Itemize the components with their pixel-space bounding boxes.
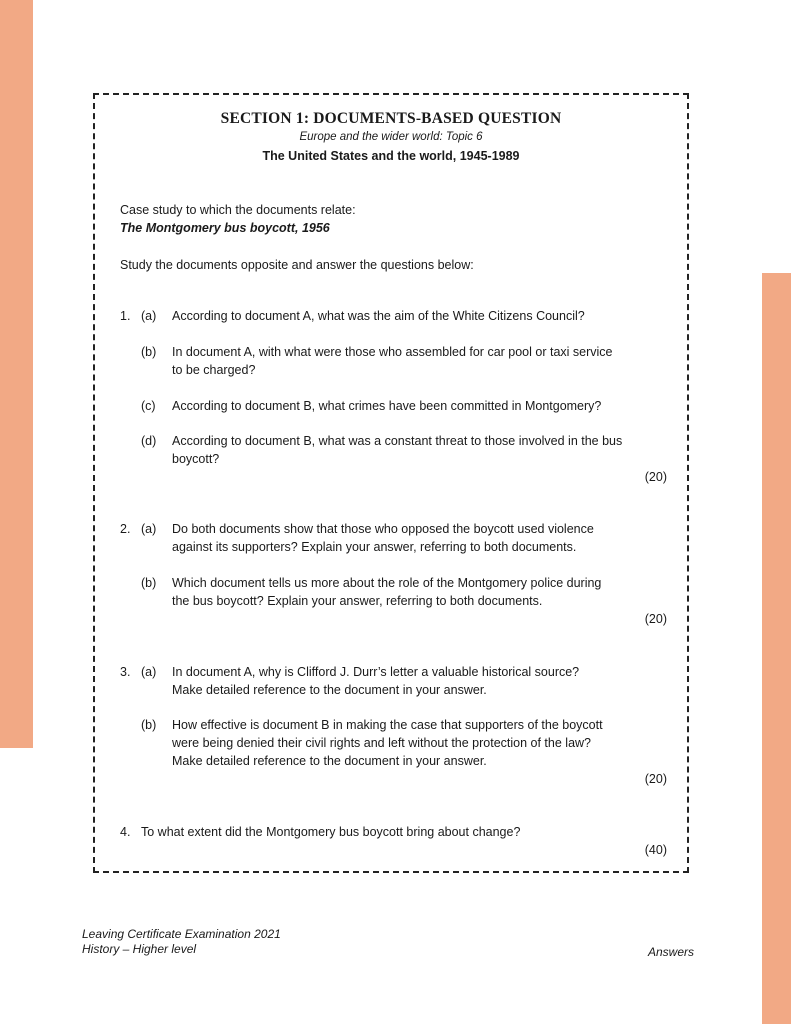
question-2a-text: Do both documents show that those who opposed the boycott used violence against its supporters? Explain your answer, referring to both documents.	[172, 522, 594, 554]
left-accent-band	[0, 0, 33, 748]
section-topic: Europe and the wider world: Topic 6	[299, 131, 483, 143]
question-1-number: 1.	[120, 309, 131, 323]
instructions: Study the documents opposite and answer the questions below:	[120, 258, 474, 272]
question-1c-text: According to document B, what crimes have been committed in Montgomery?	[172, 399, 602, 413]
section-subtitle: The United States and the world, 1945-1989	[262, 149, 520, 163]
question-3b-label: (b)	[141, 718, 157, 732]
question-3a-text: In document A, why is Clifford J. Durr’s letter a valuable historical source? Make detailed reference to the document in your answer.	[172, 665, 580, 697]
question-3-marks: (20)	[644, 772, 667, 786]
section-title: SECTION 1: DOCUMENTS-BASED QUESTION	[220, 110, 562, 127]
question-4-number: 4.	[120, 825, 131, 839]
question-1c-label: (c)	[141, 399, 156, 413]
documents-question-box	[93, 93, 689, 873]
question-1a-text: According to document A, what was the aim of the White Citizens Council?	[172, 309, 585, 323]
question-3b-text: How effective is document B in making the case that supporters of the boycott were being denied their civil rights and left without the protection of the law? Make detailed reference to the document in your answer.	[172, 718, 603, 768]
question-2a-label: (a)	[141, 522, 157, 536]
question-2-number: 2.	[120, 522, 131, 536]
question-1d-text: According to document B, what was a constant threat to those involved in the bus boycott?	[172, 434, 623, 466]
question-1b-label: (b)	[141, 345, 157, 359]
case-study-title: The Montgomery bus boycott, 1956	[120, 221, 330, 235]
case-study-intro: Case study to which the documents relate:	[120, 203, 356, 217]
question-2-marks: (20)	[644, 612, 667, 626]
footer-exam: Leaving Certificate Examination 2021	[82, 927, 281, 941]
question-3a-label: (a)	[141, 665, 157, 679]
question-4-text: To what extent did the Montgomery bus boycott bring about change?	[141, 825, 521, 839]
question-1a-label: (a)	[141, 309, 157, 323]
question-4-marks: (40)	[644, 843, 667, 857]
question-1d-label: (d)	[141, 434, 157, 448]
footer-subject: History – Higher level	[82, 942, 197, 956]
question-1b-text: In document A, with what were those who assembled for car pool or taxi service to be charged?	[172, 345, 613, 377]
question-1-marks: (20)	[644, 470, 667, 484]
question-3-number: 3.	[120, 665, 131, 679]
right-accent-band	[762, 273, 791, 1024]
footer-answers-label: Answers	[648, 945, 695, 959]
question-2b-text: Which document tells us more about the role of the Montgomery police during the bus boycott? Explain your answer, referring to both documents.	[172, 576, 602, 608]
question-2b-label: (b)	[141, 576, 157, 590]
